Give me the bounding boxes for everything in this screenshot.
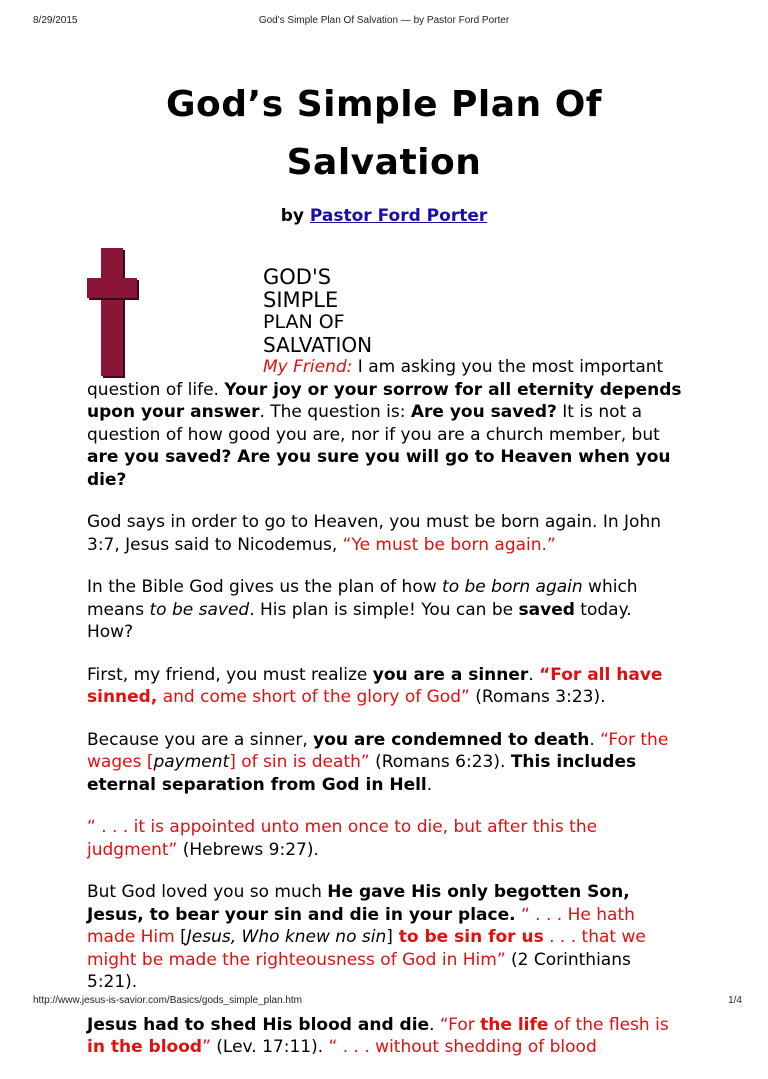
text: . xyxy=(528,664,540,685)
emphasis: Are you saved? xyxy=(410,402,557,422)
logo-line-4: SALVATION xyxy=(263,332,373,357)
text: . xyxy=(589,729,601,750)
reference: (Romans 6:23). xyxy=(369,752,511,772)
scripture-quote-bold: to be sin for us xyxy=(392,927,544,947)
italic-text: to be born again xyxy=(442,577,583,597)
scripture-quote: “For xyxy=(439,1014,481,1035)
text: . His plan is simple! You can be xyxy=(249,599,519,620)
title-line-1: God’s Simple Plan Of xyxy=(166,84,602,125)
paragraph-god-loved xyxy=(87,881,683,994)
scripture-quote: “Ye must be born again.” xyxy=(342,534,556,555)
print-page-number: 1/4 xyxy=(728,995,742,1006)
emphasis: you are condemned to death xyxy=(313,729,590,750)
text: Because you are a sinner, xyxy=(87,729,314,750)
reference: (Romans 3:23). xyxy=(469,687,606,707)
print-header-title: God's Simple Plan Of Salvation — by Pastor Ford Porter xyxy=(258,15,510,26)
paragraph-sinner xyxy=(87,664,683,709)
scripture-quote: and come short of the glory of God” xyxy=(157,687,470,707)
scripture-quote: “ . . . it is appointed unto men once to die, but after this the judgment” xyxy=(87,817,598,860)
paragraph-condemned xyxy=(87,729,683,797)
italic-text: to be saved xyxy=(149,599,250,620)
scripture-quote: “ . . . He hath made Him xyxy=(87,904,635,947)
page-title xyxy=(0,76,768,192)
bracket: [ xyxy=(180,927,187,947)
salvation-logo-image xyxy=(87,248,257,378)
paragraph-judgment xyxy=(87,816,683,861)
author-link[interactable]: Pastor Ford Porter xyxy=(309,206,488,226)
paragraph-plan xyxy=(87,576,683,644)
italic-text: Jesus, Who knew no sin xyxy=(186,927,387,947)
emphasis: Jesus had to shed His blood and die xyxy=(87,1014,430,1035)
reference: (Hebrews 9:27). xyxy=(177,839,319,860)
text: . xyxy=(429,1014,440,1035)
scripture-quote-bold: “For all have sinned, xyxy=(87,664,663,707)
text: First, my friend, you must realize xyxy=(87,664,373,685)
scripture-quote-bold: in the blood xyxy=(87,1037,203,1057)
print-footer-url: http://www.jesus-is-savior.com/Basics/gods_simple_plan.htm xyxy=(33,995,302,1006)
text: . xyxy=(426,774,433,795)
cross-bar xyxy=(87,278,137,298)
scripture-quote: of the flesh is xyxy=(548,1014,669,1035)
scripture-quote-bold: the life xyxy=(480,1014,549,1035)
emphasis: He gave His only begotten Son, Jesus, to bear your sin and die in your place. xyxy=(87,882,630,925)
italic-text: payment xyxy=(153,752,230,772)
scripture-quote: “For the wages [ xyxy=(87,729,669,772)
scripture-quote: . . . that we might be made the righteousness of God in Him” xyxy=(87,927,646,970)
byline xyxy=(0,206,768,226)
text: which means xyxy=(87,577,638,620)
title-line-2: Salvation xyxy=(286,142,482,183)
logo-line-1: GOD'S xyxy=(263,265,332,289)
text: It is not a question of how good you are, nor if you are a church member, but xyxy=(87,402,660,445)
paragraph-blood xyxy=(87,1014,683,1059)
emphasis: saved xyxy=(518,599,575,620)
logo-line-3: PLAN OF xyxy=(263,311,345,333)
bracket: ] xyxy=(386,927,393,947)
text: . The question is: xyxy=(259,402,411,422)
scripture-quote: ” xyxy=(202,1037,211,1057)
text: God says in order to go to Heaven, you must be born again. In John 3:7, Jesus said to Nicodemus, xyxy=(87,512,661,555)
byline-prefix: by xyxy=(280,206,310,226)
text: In the Bible God gives us the plan of how xyxy=(87,577,443,597)
paragraph-born-again xyxy=(87,511,683,556)
text: I am asking you the most important question of life. xyxy=(87,357,664,400)
text: today. How? xyxy=(87,599,632,642)
article-body xyxy=(87,246,683,1079)
emphasis: you are a sinner xyxy=(372,664,529,685)
print-date: 8/29/2015 xyxy=(33,15,78,26)
reference: (2 Corinthians 5:21). xyxy=(87,949,631,992)
reference: (Lev. 17:11). xyxy=(210,1037,329,1057)
emphasis: This includes eternal separation from God in Hell xyxy=(87,752,637,795)
emphasis: are you saved? Are you sure you will go to Heaven when you die? xyxy=(87,447,671,490)
cross-icon xyxy=(101,248,123,376)
text: But God loved you so much xyxy=(87,882,328,902)
scripture-quote: ] of sin is death” xyxy=(229,752,370,772)
greeting: My Friend: xyxy=(263,357,353,377)
emphasis: Your joy or your sorrow for all eternity depends upon your answer xyxy=(87,379,682,422)
logo-line-2: SIMPLE xyxy=(263,287,339,312)
scripture-quote: “ . . . without shedding of blood xyxy=(328,1037,597,1057)
